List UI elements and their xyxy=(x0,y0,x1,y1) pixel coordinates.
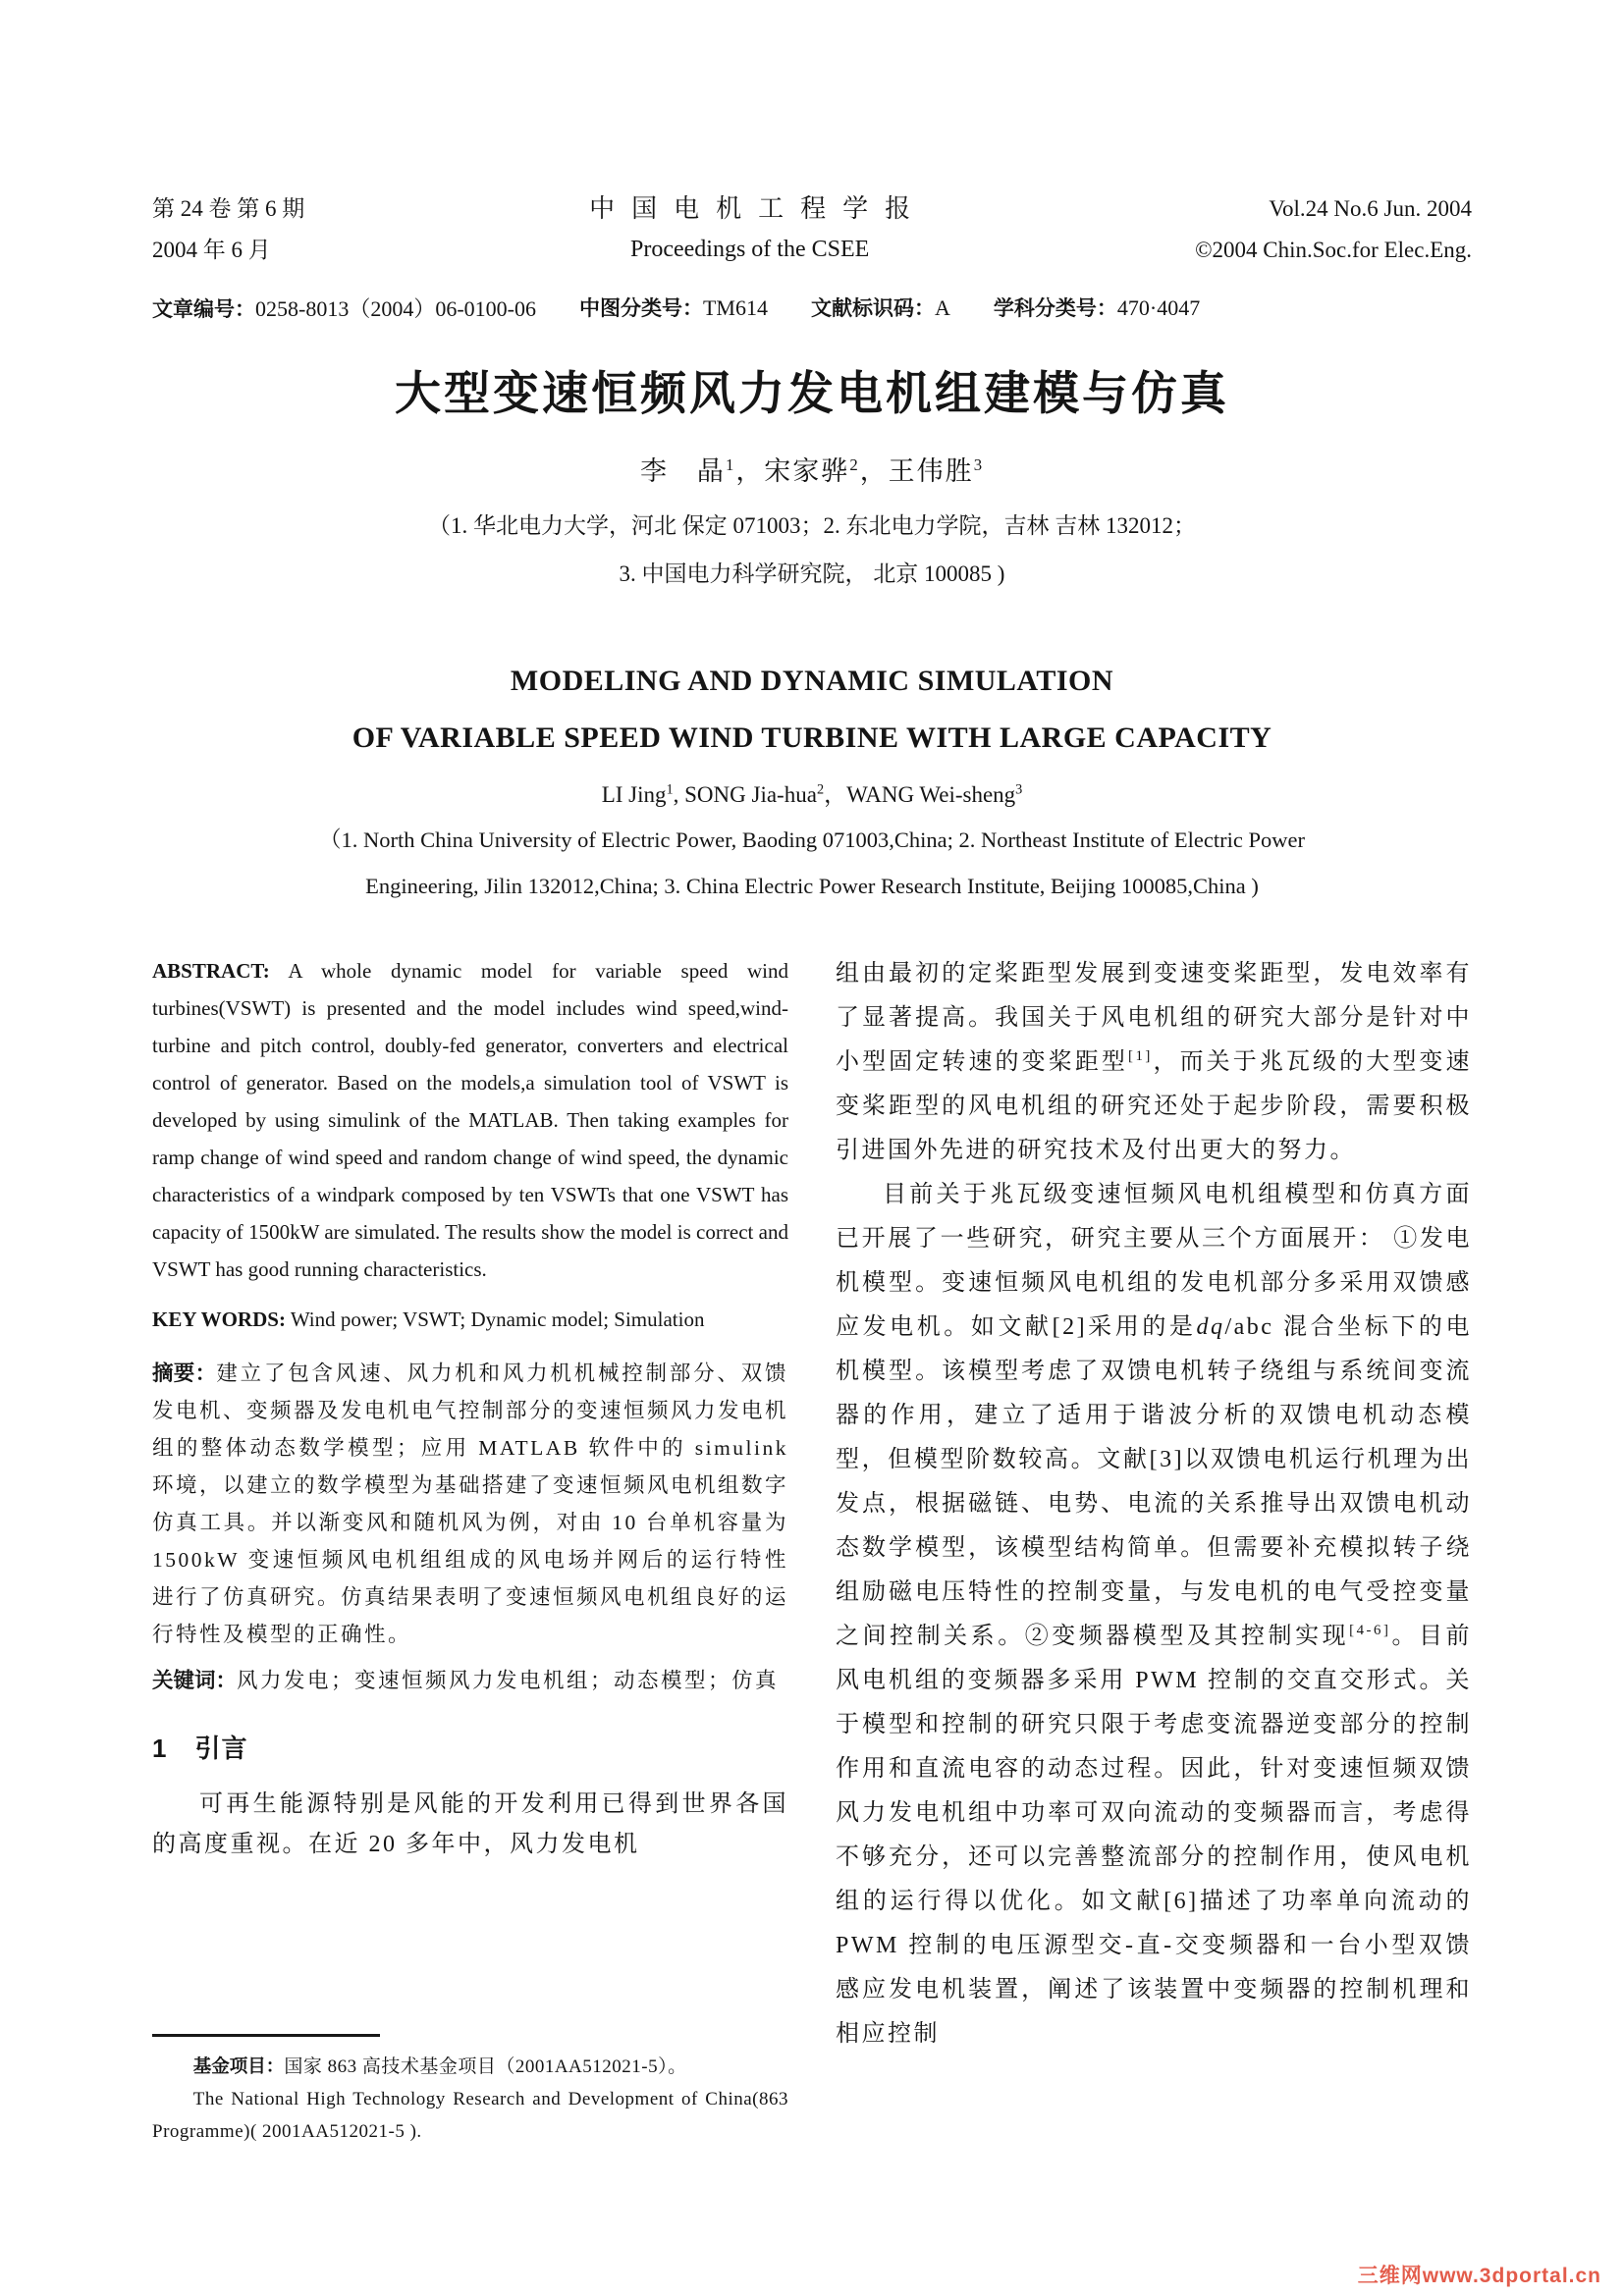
section-heading-introduction: 1 引言 xyxy=(152,1734,248,1764)
body-columns xyxy=(152,952,1472,2148)
journal-volume-block xyxy=(1195,188,1472,271)
article-number: 文章编号：0258-8013（2004）06-0100-06 xyxy=(152,296,536,321)
journal-copyright: ©2004 Chin.Soc.for Elec.Eng. xyxy=(1195,238,1472,262)
abstract-cn: 摘要：建立了包含风速、风力机和风力机机械控制部分、双馈发电机、变频器及发电机电气控制部分的变速恒频风力发电机组的整体动态数学模型；应用 MATLAB 软件中的 simulink 环境，以建立的数学模型为基础搭建了变速恒频风电机组数字仿真工具。并以渐变风和随机风为例，对由 10 台单机容量为 1500kW 变速恒频风电机组组成的风电场并网后的运行特性进行了仿真研究。仿真结果表明了变速恒频风电机组良好的运行特性及模型的正确性。 xyxy=(152,1362,789,1647)
body-paragraph: 目前关于兆瓦级变速恒频风电机组模型和仿真方面已开展了一些研究，研究主要从三个方面展开： ①发电机模型。变速恒频风电机组的发电机部分多采用双馈感应发电机。如文献[2]采用的是dq/abc 混合坐标下的电机模型。该模型考虑了双馈电机转子绕组与系统间变流器的作用，建立了适用于谐波分析的双馈电机动态模型，但模型阶数较高。文献[3]以双馈电机运行机理为出发点，根据磁链、电势、电流的关系推导出双馈电机动态数学模型，该模型结构简单。但需要补充模拟转子绕组励磁电压特性的控制变量，与发电机的电气受控变量之间控制关系。②变频器模型及其控制实现[4-6]。目前风电机组的变频器多采用 PWM 控制的交直交形式。关于模型和控制的研究只限于考虑变流器逆变部分的控制作用和直流电容的动态过程。因此，针对变速恒频双馈风力发电机组中功率可双向流动的变频器而言，考虑得不够充分，还可以完善整流部分的控制作用，使风电机组的运行得以优化。如文献[6]描述了功率单向流动的 PWM 控制的电压源型交-直-交变频器和一台小型双馈感应发电机装置，阐述了该装置中变频器的控制机理和相应控制 xyxy=(836,1182,1472,2048)
affiliation-cn-line: （1. 华北电力大学，河北 保定 071003；2. 东北电力学院，吉林 吉林 132012； xyxy=(428,513,1196,539)
abstract-cn-label: 摘要： xyxy=(152,1362,217,1386)
keywords-en: KEY WORDS: Wind power; VSWT; Dynamic model; Simulation xyxy=(152,1308,705,1332)
keywords-cn-label: 关键词： xyxy=(152,1669,238,1693)
paper-title-cn: 大型变速恒频风力发电机组建模与仿真 xyxy=(395,369,1229,420)
keywords-cn: 关键词：风力发电；变速恒频风力发电机组；动态模型；仿真 xyxy=(152,1669,780,1693)
subject-class-number: 学科分类号：470·4047 xyxy=(993,295,1201,320)
journal-issue-block xyxy=(152,188,304,271)
column-left xyxy=(152,952,788,2148)
paper-title-en: MODELING AND DYNAMIC SIMULATION OF VARIABLE SPEED WIND TURBINE WITH LARGE CAPACITY xyxy=(352,665,1272,755)
journal-date-cn: 2004 年 6 月 xyxy=(152,238,271,262)
affiliations-en xyxy=(152,817,1472,909)
intro-paragraph: 可再生能源特别是风能的开发利用已得到世界各国的高度重视。在近 20 多年中，风力发电机 xyxy=(152,1791,788,1858)
funding-label: 基金项目： xyxy=(192,2056,285,2077)
funding-note-en: The National High Technology Research and Development of China(863 Programme)( 2001AA512021-5 ). xyxy=(152,2089,788,2143)
journal-name-block xyxy=(304,188,1195,269)
affiliation-en-line: （1. North China University of Electric Power, Baoding 071003,China; 2. Northeast Institute of Electric Power xyxy=(319,828,1305,853)
journal-header xyxy=(152,188,1472,271)
footnote xyxy=(152,2034,788,2148)
body-paragraph: 组由最初的定桨距型发展到变速变桨距型，发电效率有了显著提高。我国关于风电机组的研究大部分是针对中小型固定转速的变桨距型[1]，而关于兆瓦级的大型变速变桨距型的风电机组的研究还处于起步阶段，需要积极引进国外先进的研究技术及付出更大的努力。 xyxy=(836,961,1472,1164)
affiliation-en-line: Engineering, Jilin 132012,China; 3. China Electric Power Research Institute, Beijing 100085,China ) xyxy=(365,874,1259,899)
affiliations-cn xyxy=(152,502,1472,598)
clc-number: 中图分类号：TM614 xyxy=(578,295,768,320)
journal-volume-cn: 第 24 卷 第 6 期 xyxy=(152,196,305,221)
journal-name-en: Proceedings of the CSEE xyxy=(630,237,870,262)
journal-volume-en: Vol.24 No.6 Jun. 2004 xyxy=(1269,196,1472,221)
article-meta-row xyxy=(152,293,1472,323)
footnote-rule xyxy=(152,2034,380,2037)
abstract-en: ABSTRACT: A whole dynamic model for variable speed wind turbines(VSWT) is presented and the model includes wind speed,wind-turbine and pitch control, doubly-fed generator, converters and electrical control of generator. Based on the models,a simulation tool of VSWT is developed by using simulink of the MATLAB. Then taking examples for ramp change of wind speed and random change of wind speed, the dynamic characteristics of a windpark composed by ten VSWTs that one VSWT has capacity of 1500kW are simulated. The results show the model is correct and VSWT has good running characteristics. xyxy=(152,959,788,1282)
abstract-en-label: ABSTRACT: xyxy=(152,959,270,984)
funding-note-cn: 基金项目：国家 863 高技术基金项目（2001AA512021-5）。 xyxy=(192,2056,687,2078)
keywords-en-label: KEY WORDS: xyxy=(152,1308,286,1332)
authors-en: LI Jing$^1$, SONG Jia-hua$^2$，WANG Wei-sheng$^3$ xyxy=(601,781,1023,808)
affiliation-cn-line: 3. 中国电力科学研究院， 北京 100085 ) xyxy=(619,561,1005,587)
column-right xyxy=(836,952,1472,2148)
watermark: 三维网www.3dportal.cn xyxy=(1357,2265,1601,2287)
authors-cn: 李 晶$^1$，宋家骅$^2$，王伟胜$^3$ xyxy=(639,455,985,487)
document-code: 文献标识码：A xyxy=(810,295,950,320)
journal-name-cn: 中国电机工程学报 xyxy=(589,194,928,223)
